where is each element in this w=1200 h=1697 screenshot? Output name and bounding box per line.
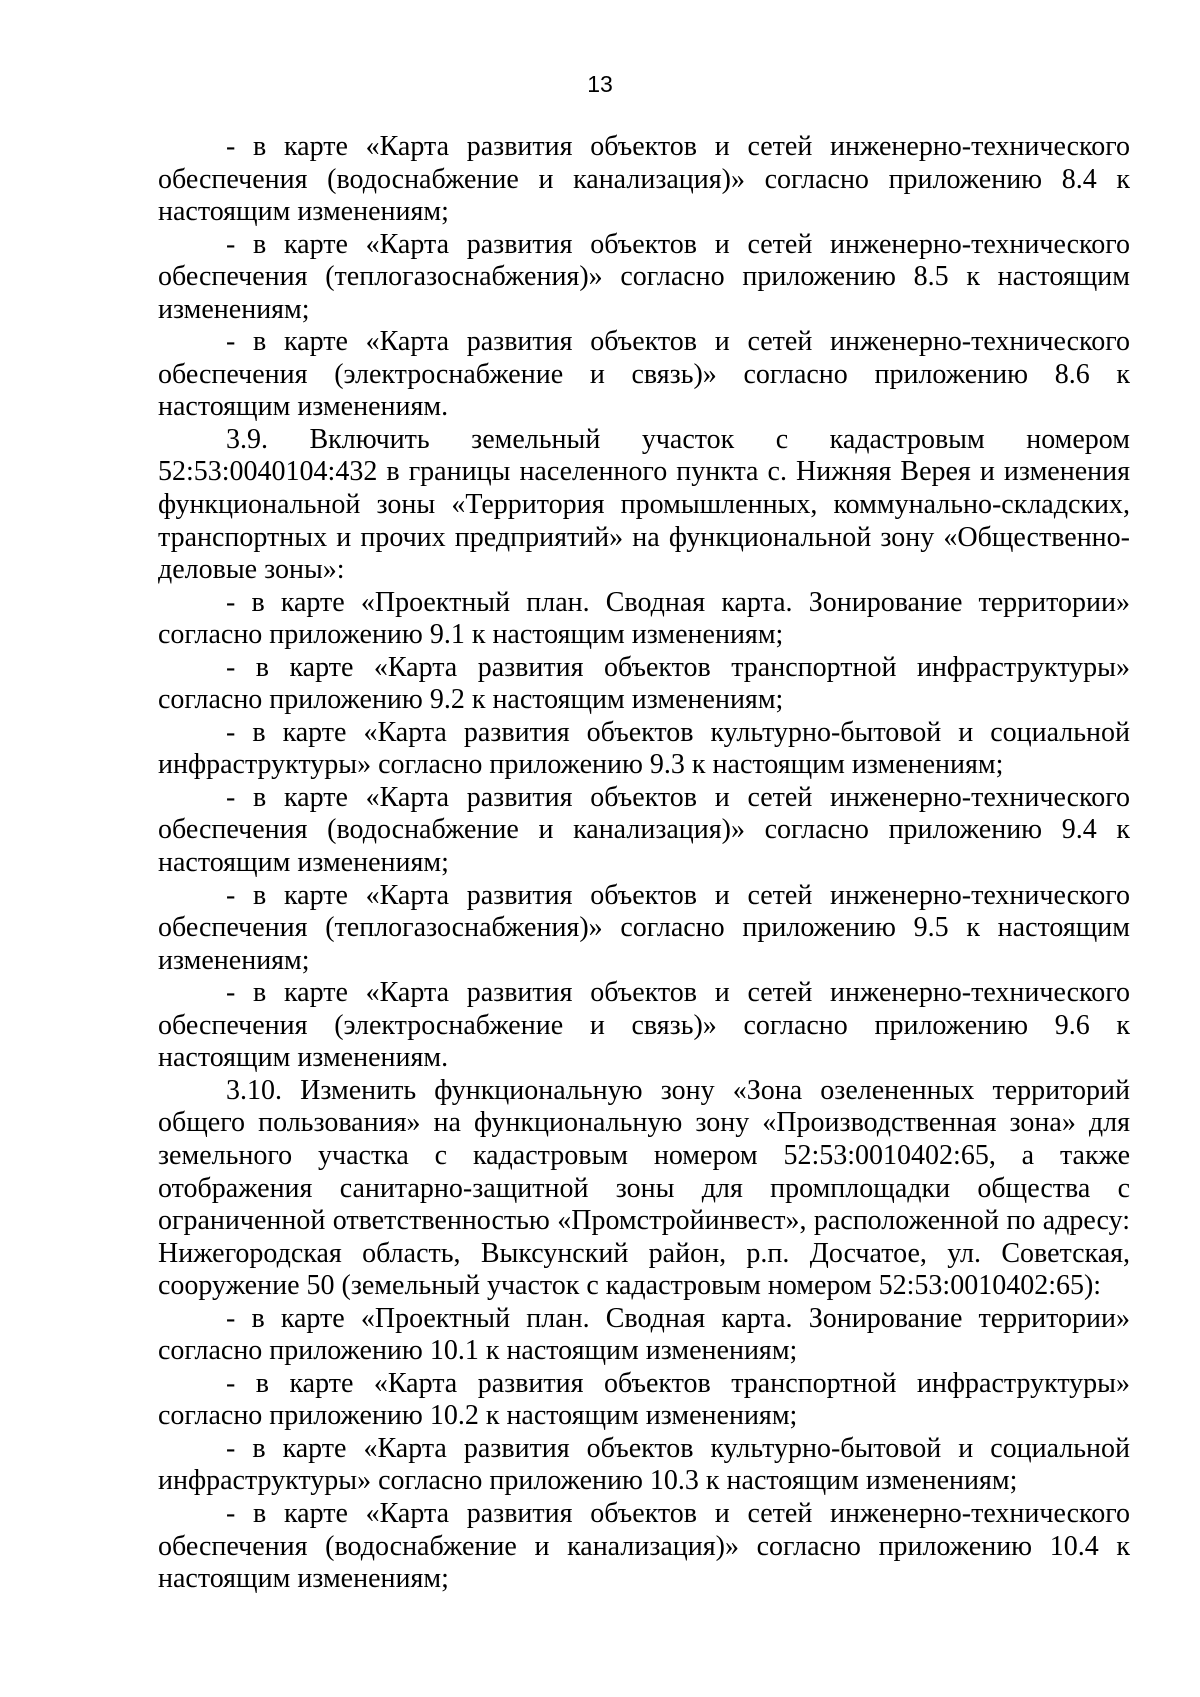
paragraph-8-5: - в карте «Карта развития объектов и сетей инженерно-технического обеспечения (теплогазоснабжения)» согласно приложению 8.5 к настоящим изменениям; [158, 228, 1130, 325]
paragraph-3-9: 3.9. Включить земельный участок с кадастровым номером 52:53:0040104:432 в границы населенного пункта с. Нижняя Верея и изменения функциональной зоны «Территория промышленных, коммунально-складских, транспортных и прочих предприятий» на функциональной зону «Общественно-деловые зоны»: [158, 423, 1130, 586]
paragraph-10-2: - в карте «Карта развития объектов транспортной инфраструктуры» согласно приложению 10.2 к настоящим изменениям; [158, 1367, 1130, 1432]
paragraph-9-2: - в карте «Карта развития объектов транспортной инфраструктуры» согласно приложению 9.2 к настоящим изменениям; [158, 651, 1130, 716]
paragraph-8-6: - в карте «Карта развития объектов и сетей инженерно-технического обеспечения (электроснабжение и связь)» согласно приложению 8.6 к настоящим изменениям. [158, 326, 1130, 423]
paragraph-9-1: - в карте «Проектный план. Сводная карта. Зонирование территории» согласно приложению 9.1 к настоящим изменениям; [158, 586, 1130, 651]
paragraph-10-1: - в карте «Проектный план. Сводная карта. Зонирование территории» согласно приложению 10.1 к настоящим изменениям; [158, 1302, 1130, 1367]
page-number: 13 [587, 71, 613, 97]
paragraph-9-3: - в карте «Карта развития объектов культурно-бытовой и социальной инфраструктуры» согласно приложению 9.3 к настоящим изменениям; [158, 716, 1130, 781]
paragraph-10-4: - в карте «Карта развития объектов и сетей инженерно-технического обеспечения (водоснабжение и канализация)» согласно приложению 10.4 к настоящим изменениям; [158, 1497, 1130, 1595]
paragraph-8-4: - в карте «Карта развития объектов и сетей инженерно-технического обеспечения (водоснабжение и канализация)» согласно приложению 8.4 к настоящим изменениям; [158, 131, 1130, 228]
paragraph-10-3: - в карте «Карта развития объектов культурно-бытовой и социальной инфраструктуры» согласно приложению 10.3 к настоящим изменениям; [158, 1432, 1130, 1497]
paragraph-3-10: 3.10. Изменить функциональную зону «Зона озелененных территорий общего пользования» на функциональную зону «Производственная зона» для земельного участка с кадастровым номером 52:53:0010402:65, а также отображения санитарно-защитной зоны для промплощадки общества с ограниченной ответственностью «Промстройинвест», расположенной по адресу: Нижегородская область, Выксунский район, р.п. Досчатое, ул. Советская, сооружение 50 (земельный участок с кадастровым номером 52:53:0010402:65): [158, 1074, 1130, 1302]
paragraph-9-6: - в карте «Карта развития объектов и сетей инженерно-технического обеспечения (электроснабжение и связь)» согласно приложению 9.6 к настоящим изменениям. [158, 977, 1130, 1074]
paragraph-9-4: - в карте «Карта развития объектов и сетей инженерно-технического обеспечения (водоснабжение и канализация)» согласно приложению 9.4 к настоящим изменениям; [158, 781, 1130, 879]
paragraph-9-5: - в карте «Карта развития объектов и сетей инженерно-технического обеспечения (теплогазоснабжения)» согласно приложению 9.5 к настоящим изменениям; [158, 879, 1130, 976]
document-body [158, 131, 1130, 1596]
